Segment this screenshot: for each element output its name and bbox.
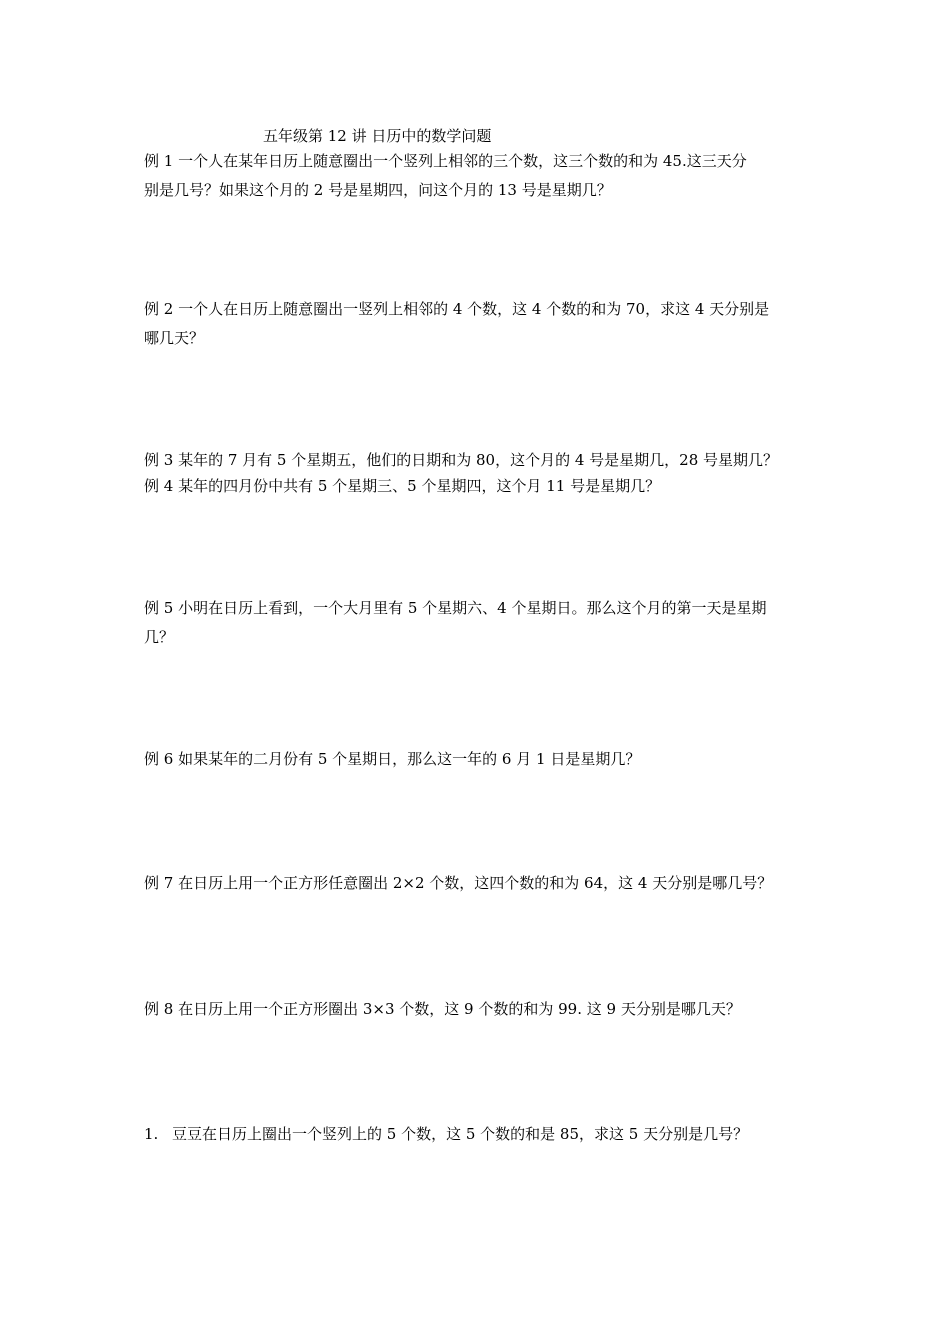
- example-8: [144, 995, 816, 1024]
- page-title: 五年级第 12 讲 日历中的数学问题: [263, 127, 492, 145]
- exercise-number: 1.: [144, 1125, 159, 1143]
- example-5-line-1: 例 5 小明在日历上看到，一个大月里有 5 个星期六、4 个星期日。那么这个月的第一天是星期: [144, 599, 767, 617]
- example-6-line-1: 例 6 如果某年的二月份有 5 个星期日，那么这一年的 6 月 1 日是星期几？: [144, 750, 641, 768]
- example-2: [144, 295, 816, 353]
- exercise-text: 豆豆在日历上圈出一个竖列上的 5 个数，这 5 个数的和是 85，求这 5 天分别是几号？: [172, 1125, 749, 1143]
- exercise-1: [144, 1120, 816, 1149]
- example-5: [144, 594, 816, 652]
- example-8-line-1: 例 8 在日历上用一个正方形圈出 3×3 个数，这 9 个数的和为 99. 这 9 天分别是哪几天？: [144, 1000, 741, 1018]
- example-3: [144, 446, 816, 475]
- example-2-line-2: 哪几天？: [144, 329, 205, 347]
- example-4-line-1: 例 4 某年的四月份中共有 5 个星期三、5 个星期四，这个月 11 号是星期几？: [144, 477, 661, 495]
- example-1-line-1: 例 1 一个人在某年日历上随意圈出一个竖列上相邻的三个数，这三个数的和为 45.这三天分: [144, 152, 747, 170]
- example-3-line-1: 例 3 某年的 7 月有 5 个星期五，他们的日期和为 80，这个月的 4 号是星期几，28 号星期几？: [144, 451, 779, 469]
- example-7-line-1: 例 7 在日历上用一个正方形任意圈出 2×2 个数，这四个数的和为 64，这 4 天分别是哪几号？: [144, 874, 773, 892]
- example-5-line-2: 几？: [144, 628, 175, 646]
- example-2-line-1: 例 2 一个人在日历上随意圈出一竖列上相邻的 4 个数，这 4 个数的和为 70，求这 4 天分别是: [144, 300, 770, 318]
- example-1-line-2: 别是几号？如果这个月的 2 号是星期四，问这个月的 13 号是星期几？: [144, 181, 612, 199]
- example-4: [144, 472, 816, 501]
- example-1: [144, 147, 816, 205]
- example-6: [144, 745, 816, 774]
- exercise-1-line: [144, 1120, 816, 1149]
- example-7: [144, 869, 816, 898]
